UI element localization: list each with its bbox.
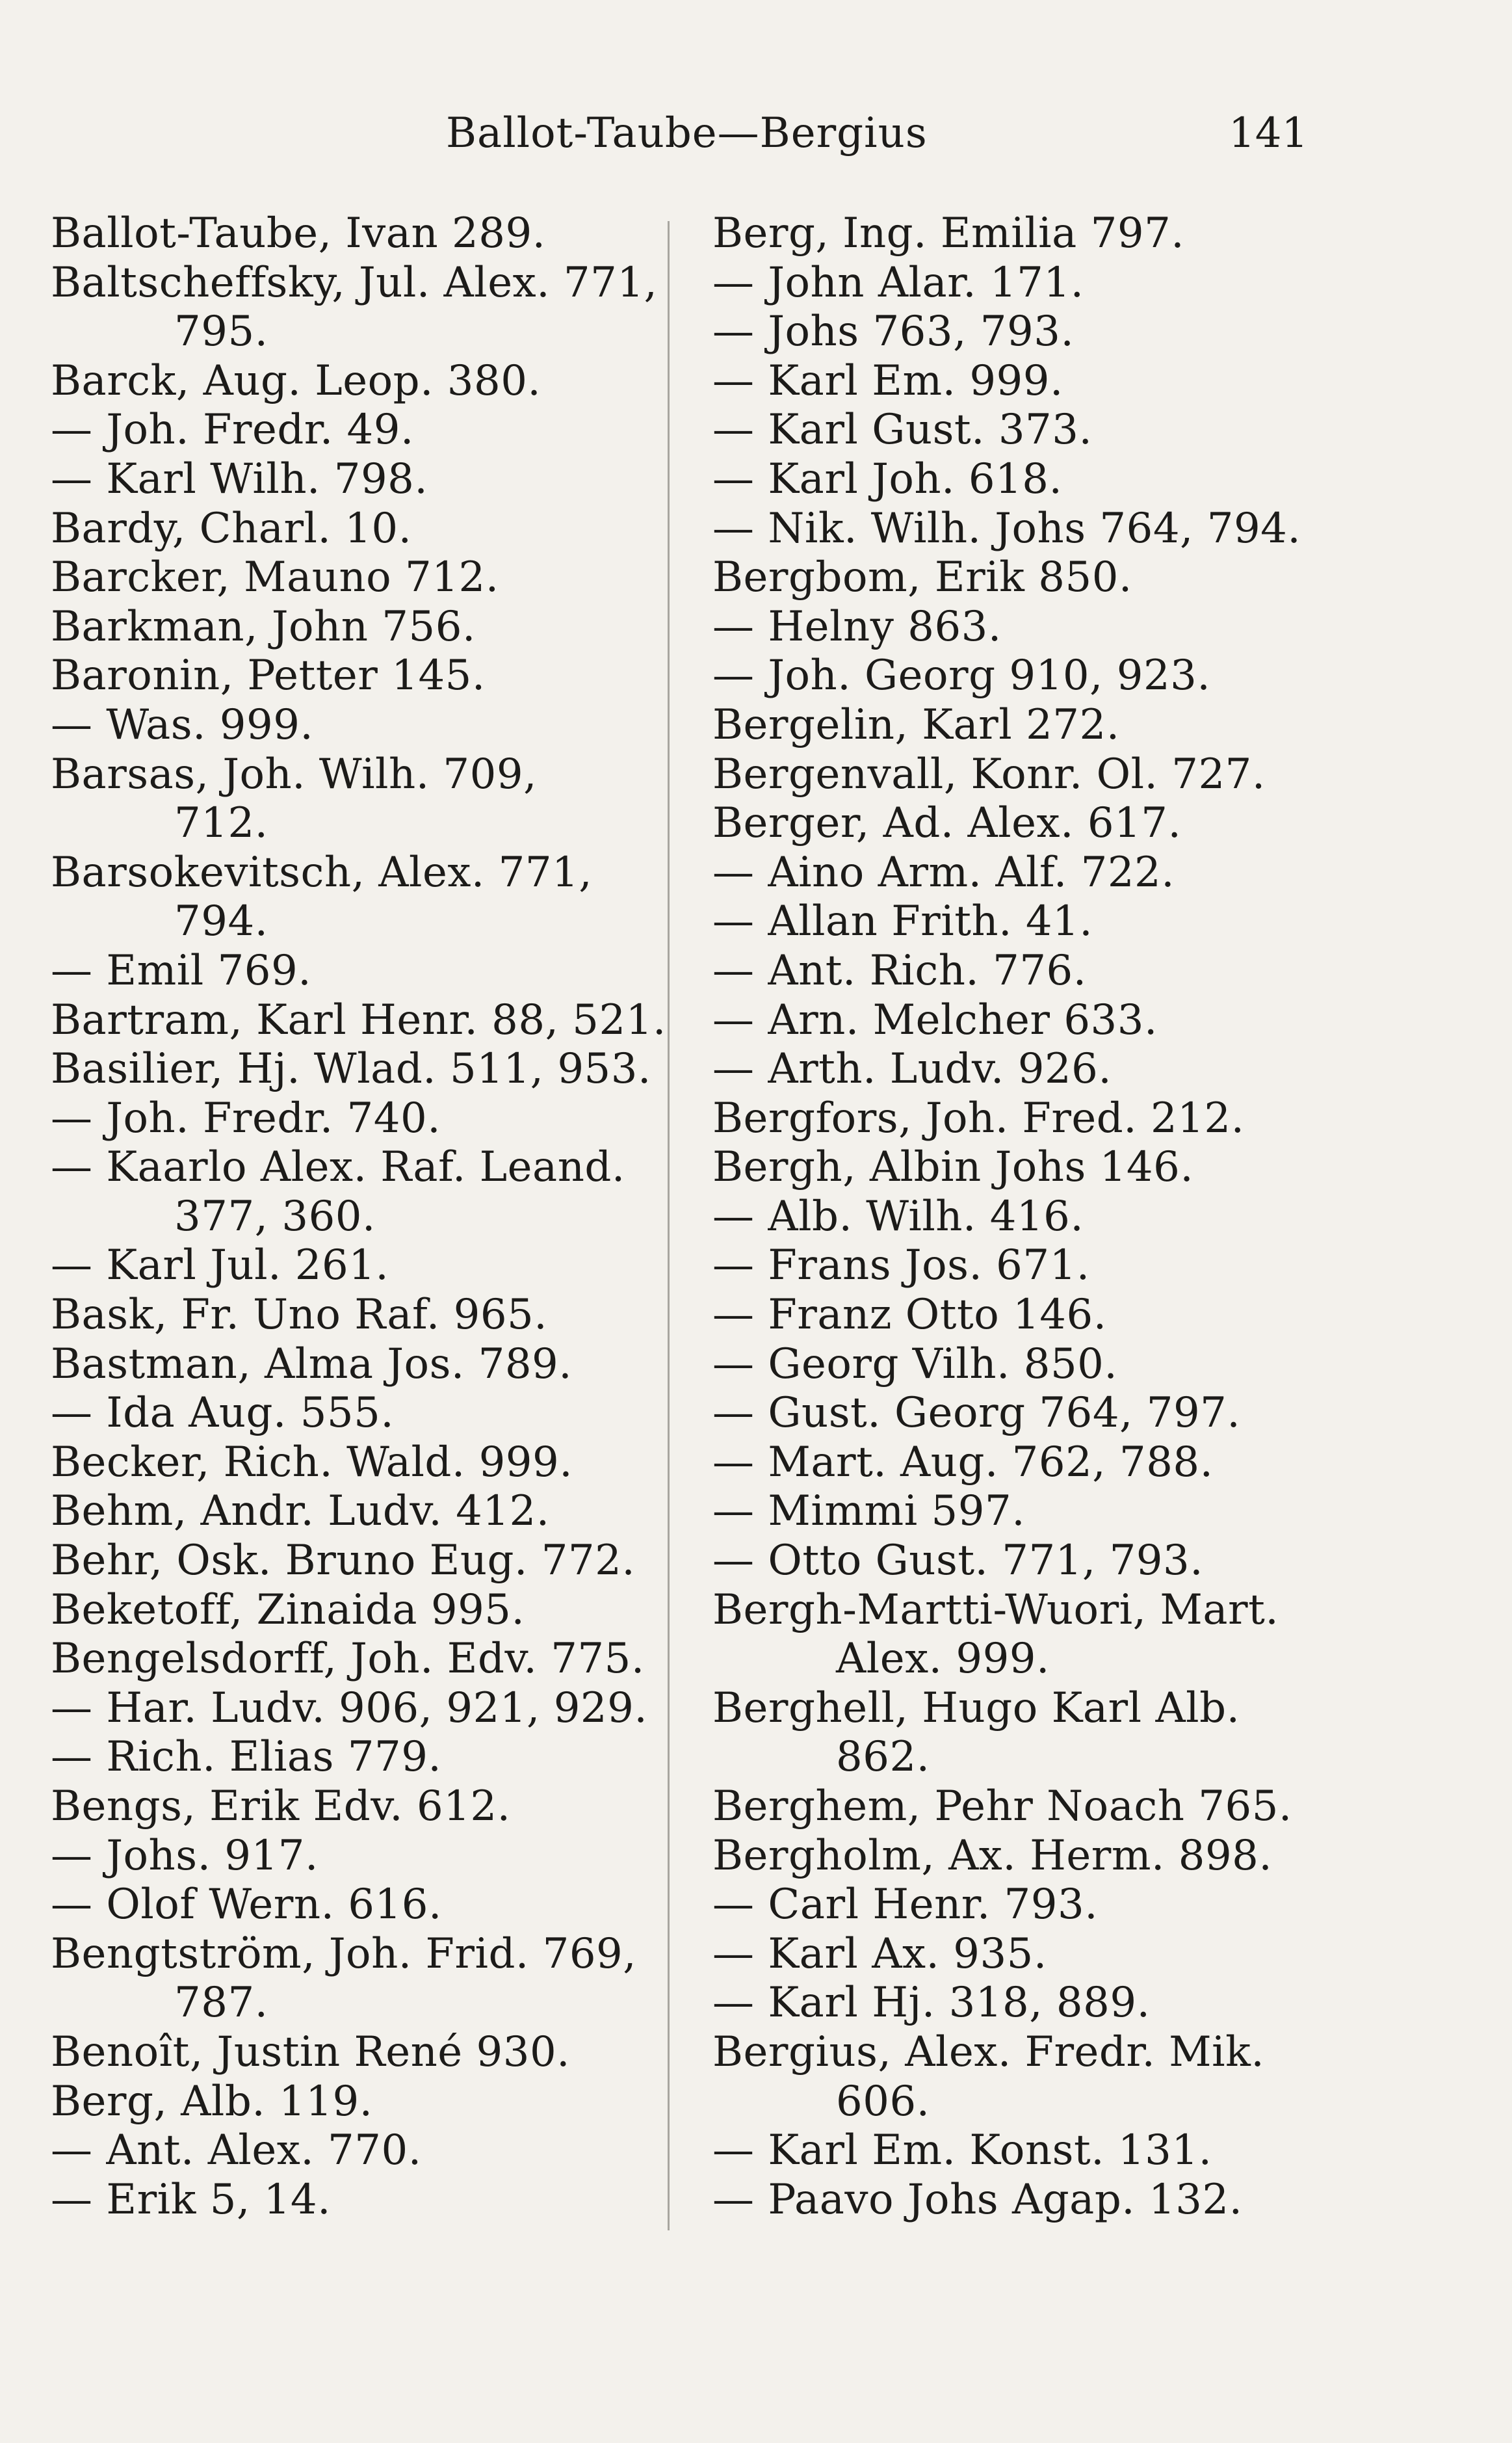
index-entry: Ballot-Taube, Ivan 289.	[51, 209, 546, 258]
index-entry-continuation: 794.	[174, 897, 268, 946]
index-entry: Beketoff, Zinaida 995.	[51, 1585, 525, 1634]
index-entry: Bartram, Karl Henr. 88, 521.	[51, 996, 666, 1044]
index-entry: Barcker, Mauno 712.	[51, 553, 499, 602]
index-entry: — Alb. Wilh. 416.	[712, 1192, 1084, 1241]
index-entry-continuation: 862.	[836, 1733, 930, 1782]
index-entry: Basilier, Hj. Wlad. 511, 953.	[51, 1045, 651, 1094]
index-entry: — Joh. Fredr. 740.	[51, 1094, 441, 1142]
index-entry: Bergholm, Ax. Herm. 898.	[712, 1831, 1273, 1880]
index-entry-continuation: 712.	[174, 799, 268, 848]
index-entry: Bergelin, Karl 272.	[712, 700, 1120, 749]
index-entry: — Gust. Georg 764, 797.	[712, 1389, 1241, 1438]
index-entry: Bergenvall, Konr. Ol. 727.	[712, 750, 1266, 799]
index-entry: — Was. 999.	[51, 700, 314, 749]
index-entry-continuation: 606.	[836, 2077, 930, 2126]
index-entry: Behm, Andr. Ludv. 412.	[51, 1487, 550, 1536]
index-entry: — Otto Gust. 771, 793.	[712, 1537, 1204, 1585]
index-column-right	[712, 209, 1310, 2225]
index-entry: Bergbom, Erik 850.	[712, 553, 1132, 602]
index-entry: Bergh-Martti-Wuori, Mart.	[712, 1585, 1279, 1634]
index-entry: Bardy, Charl. 10.	[51, 504, 412, 553]
index-entry: — Erik 5, 14.	[51, 2175, 331, 2224]
index-entry: — Aino Arm. Alf. 722.	[712, 848, 1175, 897]
index-entry: Bergfors, Joh. Fred. 212.	[712, 1094, 1245, 1142]
index-entry: — Emil 769.	[51, 946, 312, 995]
index-entry: — Rich. Elias 779.	[51, 1733, 442, 1782]
index-entry: — Har. Ludv. 906, 921, 929.	[51, 1684, 648, 1732]
index-entry: — Joh. Fredr. 49.	[51, 406, 414, 455]
index-entry-continuation: 377, 360.	[174, 1192, 376, 1241]
index-entry: Bastman, Alma Jos. 789.	[51, 1340, 573, 1388]
index-entry: Baltscheffsky, Jul. Alex. 771,	[51, 258, 658, 307]
index-entry: Barsokevitsch, Alex. 771,	[51, 848, 593, 897]
index-entry: — Arth. Ludv. 926.	[712, 1045, 1112, 1094]
index-entry: — Ant. Rich. 776.	[712, 946, 1087, 995]
index-entry: Berger, Ad. Alex. 617.	[712, 799, 1182, 848]
index-entry: — Johs 763, 793.	[712, 308, 1075, 356]
index-entry: — Joh. Georg 910, 923.	[712, 652, 1211, 700]
index-entry: — Karl Em. 999.	[712, 356, 1063, 405]
index-entry: — Olof Wern. 616.	[51, 1881, 442, 1929]
index-entry: — Ida Aug. 555.	[51, 1389, 395, 1438]
index-column-left	[51, 209, 666, 2225]
index-entry: — Franz Otto 146.	[712, 1291, 1107, 1340]
index-entry: — Helny 863.	[712, 602, 1002, 651]
index-entry: — Ant. Alex. 770.	[51, 2126, 422, 2175]
index-entry: — Allan Frith. 41.	[712, 897, 1093, 946]
index-entry: Bergius, Alex. Fredr. Mik.	[712, 2027, 1265, 2076]
index-entry: Berghem, Pehr Noach 765.	[712, 1782, 1292, 1830]
index-entry: — Karl Hj. 318, 889.	[712, 1979, 1151, 2027]
index-entry: — Karl Ax. 935.	[712, 1929, 1047, 1978]
index-entry: — Paavo Johs Agap. 132.	[712, 2175, 1243, 2224]
index-entry: Bengs, Erik Edv. 612.	[51, 1782, 511, 1830]
index-entry: Berg, Ing. Emilia 797.	[712, 209, 1185, 258]
index-entry: — Karl Wilh. 798.	[51, 455, 428, 503]
index-entry: Barkman, John 756.	[51, 602, 476, 651]
index-entry: — Karl Gust. 373.	[712, 406, 1093, 455]
column-divider	[668, 221, 670, 2230]
page-number: 141	[1229, 109, 1309, 157]
index-entry: Barsas, Joh. Wilh. 709,	[51, 750, 537, 799]
index-entry: — Nik. Wilh. Johs 764, 794.	[712, 504, 1301, 553]
index-entry-continuation: 795.	[174, 308, 268, 356]
index-entry: Bengtström, Joh. Frid. 769,	[51, 1929, 637, 1978]
index-entry: Berg, Alb. 119.	[51, 2077, 373, 2126]
index-entry: — Mart. Aug. 762, 788.	[712, 1438, 1214, 1486]
index-entry-continuation: Alex. 999.	[836, 1635, 1050, 1684]
index-entry: — Carl Henr. 793.	[712, 1881, 1099, 1929]
index-entry-continuation: 787.	[174, 1979, 268, 2027]
index-entry: Benoît, Justin René 930.	[51, 2027, 570, 2076]
index-entry: Bergh, Albin Johs 146.	[712, 1143, 1194, 1192]
index-entry: — Karl Em. Konst. 131.	[712, 2126, 1212, 2175]
index-entry: Baronin, Petter 145.	[51, 652, 486, 700]
index-entry: Becker, Rich. Wald. 999.	[51, 1438, 573, 1486]
index-entry: Behr, Osk. Bruno Eug. 772.	[51, 1537, 636, 1585]
index-entry: — Arn. Melcher 633.	[712, 996, 1158, 1044]
index-entry: — John Alar. 171.	[712, 258, 1084, 307]
index-entry: Barck, Aug. Leop. 380.	[51, 356, 541, 405]
index-entry: — Georg Vilh. 850.	[712, 1340, 1118, 1388]
index-entry: — Kaarlo Alex. Raf. Leand.	[51, 1143, 625, 1192]
index-entry: — Karl Jul. 261.	[51, 1241, 389, 1290]
running-head	[0, 109, 1512, 174]
index-entry: — Karl Joh. 618.	[712, 455, 1063, 503]
index-entry: — Frans Jos. 671.	[712, 1241, 1090, 1290]
index-entry: Bengelsdorff, Joh. Edv. 775.	[51, 1635, 645, 1684]
index-entry: Bask, Fr. Uno Raf. 965.	[51, 1291, 548, 1340]
index-entry: Berghell, Hugo Karl Alb.	[712, 1684, 1240, 1732]
running-head-title: Ballot-Taube—Bergius	[446, 109, 928, 157]
index-entry: — Johs. 917.	[51, 1831, 319, 1880]
index-entry: — Mimmi 597.	[712, 1487, 1026, 1536]
